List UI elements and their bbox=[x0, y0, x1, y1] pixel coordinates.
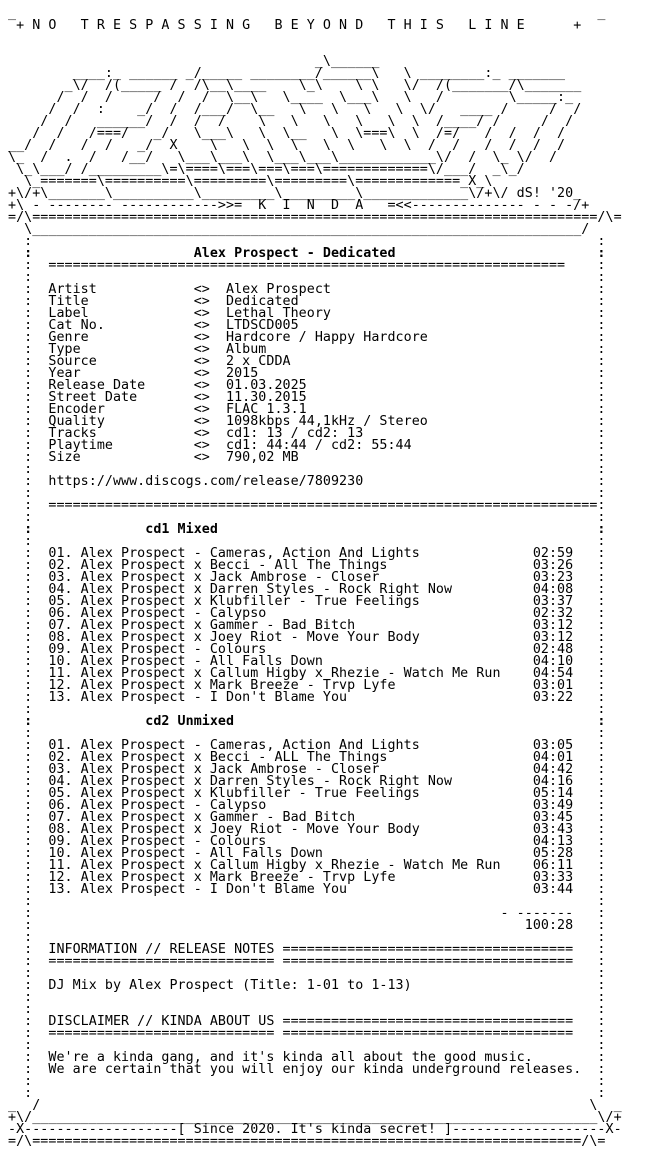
nfo-text-viewer bbox=[8, 8, 622, 1148]
nfo-line: : 09. Alex Prospect - Colours 02:48 : bbox=[8, 642, 606, 657]
nfo-line: _\/ /(_____ / /\__\____ \_\ \ \ \/ /(_______/\_______ bbox=[8, 78, 582, 93]
nfo-line: : Source <> 2 x CDDA : bbox=[8, 354, 606, 369]
nfo-line: : ====================================================================: bbox=[8, 498, 606, 513]
nfo-line: : Genre <> Hardcore / Happy Hardcore : bbox=[8, 330, 606, 345]
nfo-line: : Encoder <> FLAC 1.3.1 : bbox=[8, 402, 606, 417]
nfo-line: : Playtime <> cd1: 44:44 / cd2: 55:44 : bbox=[8, 438, 606, 453]
nfo-line[interactable]: : https://www.discogs.com/release/7809230 : bbox=[8, 474, 606, 489]
nfo-line: ____:_ ______ _/_____ ________/______\ \ ________:_ _______ bbox=[8, 66, 590, 81]
nfo-line: : : bbox=[8, 486, 606, 501]
nfo-line: _ _ bbox=[8, 6, 606, 21]
nfo-line: : ================================================================ : bbox=[8, 258, 606, 273]
nfo-line: __/ / / / _/ X \ \ \ \ \ \ \ \ / / / / / / bbox=[8, 138, 566, 153]
nfo-line: =/\======================================================================/\= bbox=[8, 210, 622, 225]
nfo-line: : 100:28 : bbox=[8, 918, 606, 933]
nfo-line: +\ - -------- ------------>>= K I N D A =<<-------------- - - -/+ bbox=[8, 198, 590, 213]
nfo-line: : Size <> 790,02 MB : bbox=[8, 450, 606, 465]
nfo-line: : 03. Alex Prospect x Jack Ambrose - Closer 03:23 : bbox=[8, 570, 606, 585]
nfo-line: : 08. Alex Prospect x Joey Riot - Move Your Body 03:12 : bbox=[8, 630, 606, 645]
nfo-line: _ / \ _ bbox=[8, 1098, 622, 1113]
nfo-line: +\/+\_______\__________\_________\_________\_____________\/+\/ dS! '20_ bbox=[8, 186, 582, 201]
nfo-line: : 12. Alex Prospect x Mark Breeze - Trvp Lyfe 03:33 : bbox=[8, 870, 606, 885]
nfo-line: : ============================ ==================================== : bbox=[8, 954, 606, 969]
nfo-line: : : bbox=[8, 726, 606, 741]
nfo-line: \____________________________________________________________________/ bbox=[8, 222, 590, 237]
nfo-line: : : bbox=[8, 894, 606, 909]
nfo-line: : : bbox=[8, 462, 606, 477]
nfo-line: : 01. Alex Prospect - Cameras, Action And Lights 02:59 : bbox=[8, 546, 606, 561]
nfo-line: : 07. Alex Prospect x Gammer - Bad Bitch 03:45 : bbox=[8, 810, 606, 825]
nfo-line: : : bbox=[8, 702, 606, 717]
nfo-line: : 06. Alex Prospect - Calypso 02:32 : bbox=[8, 606, 606, 621]
nfo-line: : : bbox=[8, 930, 606, 945]
nfo-line: : : bbox=[8, 234, 606, 249]
nfo-line: : : bbox=[8, 534, 606, 549]
nfo-line: : Year <> 2015 : bbox=[8, 366, 606, 381]
nfo-line: : Street Date <> 11.30.2015 : bbox=[8, 390, 606, 405]
nfo-line: : 11. Alex Prospect x Callum Higby x Rhezie - Watch Me Run 06:11 : bbox=[8, 858, 606, 873]
nfo-line: : Tracks <> cd1: 13 / cd2: 13 : bbox=[8, 426, 606, 441]
nfo-line: : Quality <> 1098kbps 44,1kHz / Stereo : bbox=[8, 414, 606, 429]
nfo-line: : Alex Prospect - Dedicated : bbox=[8, 246, 606, 261]
nfo-line: : Type <> Album : bbox=[8, 342, 606, 357]
nfo-line: : 08. Alex Prospect x Joey Riot - Move Your Body 03:43 : bbox=[8, 822, 606, 837]
nfo-line: : : bbox=[8, 966, 606, 981]
nfo-line: : 01. Alex Prospect - Cameras, Action And Lights 03:05 : bbox=[8, 738, 606, 753]
nfo-line: : - ------- : bbox=[8, 906, 606, 921]
nfo-line: : 02. Alex Prospect x Becci - ALL The Things 04:01 : bbox=[8, 750, 606, 765]
nfo-line: -X-------------------[ Since 2020. It's kinda secret! ]-------------------X- bbox=[8, 1122, 622, 1137]
nfo-line: : : bbox=[8, 270, 606, 285]
nfo-line: : : bbox=[8, 1038, 606, 1053]
nfo-line: : 09. Alex Prospect - Colours 04:13 : bbox=[8, 834, 606, 849]
nfo-line: : : bbox=[8, 990, 606, 1005]
nfo-line: + N O T R E S P A S S I N G B E Y O N D T H I S L I N E + bbox=[8, 18, 582, 33]
nfo-line: : 10. Alex Prospect - All Falls Down 04:10 : bbox=[8, 654, 606, 669]
nfo-line: : DJ Mix by Alex Prospect (Title: 1-01 to 1-13) : bbox=[8, 978, 606, 993]
nfo-line: : : bbox=[8, 1086, 606, 1101]
nfo-line: : : bbox=[8, 510, 606, 525]
nfo-line: : Title <> Dedicated : bbox=[8, 294, 606, 309]
nfo-line: +\/______________________________________________________________________\/+ bbox=[8, 1110, 622, 1125]
nfo-line: : cd2 Unmixed : bbox=[8, 714, 606, 729]
nfo-line: =/\====================================================================/\= bbox=[8, 1134, 606, 1149]
nfo-line: : 12. Alex Prospect x Mark Breeze - Trvp Lyfe 03:01 : bbox=[8, 678, 606, 693]
nfo-line: : : bbox=[8, 1002, 606, 1017]
nfo-line: : ============================ ==================================== : bbox=[8, 1026, 606, 1041]
nfo-line: : 06. Alex Prospect - Calypso 03:49 : bbox=[8, 798, 606, 813]
nfo-line: : 02. Alex Prospect x Becci - All The Things 03:26 : bbox=[8, 558, 606, 573]
nfo-line: : 05. Alex Prospect x Klubfiller - True Feelings 05:14 : bbox=[8, 786, 606, 801]
nfo-line: / / /===/ _/ \___\ \ \__ \ \===\ \ /=/ / / / / bbox=[8, 126, 566, 141]
nfo-line: : DISCLAIMER // KINDA ABOUT US ==================================== : bbox=[8, 1014, 606, 1029]
nfo-line: / / / / / / \__\ \____ \___\ \ / \_____:_ bbox=[8, 90, 574, 105]
nfo-line: : Release Date <> 01.03.2025 : bbox=[8, 378, 606, 393]
nfo-line: : Cat No. <> LTDSCD005 : bbox=[8, 318, 606, 333]
nfo-line: : 05. Alex Prospect x Klubfiller - True Feelings 03:37 : bbox=[8, 594, 606, 609]
nfo-line: : Label <> Lethal Theory : bbox=[8, 306, 606, 321]
nfo-line: _\______ bbox=[8, 54, 598, 69]
nfo-line: : 04. Alex Prospect x Darren Styles - Rock Right Now 04:16 : bbox=[8, 774, 606, 789]
nfo-line: / / : _/ / /___/ \__ \ \ \ \ \/ ____ / / / bbox=[8, 102, 582, 117]
nfo-line: : : bbox=[8, 1074, 606, 1089]
nfo-line: / / ______/ / / / \ \ \ \ \ \ /____/ / / / bbox=[8, 114, 574, 129]
nfo-line: \_\___/ /_________\=\====\===\===\===\=============\/___/ _\_/ bbox=[8, 162, 525, 177]
nfo-line: : 03. Alex Prospect x Jack Ambrose - Closer 04:42 : bbox=[8, 762, 606, 777]
nfo-line: : 13. Alex Prospect - I Don't Blame You 03:44 : bbox=[8, 882, 606, 897]
nfo-line: : 13. Alex Prospect - I Don't Blame You 03:22 : bbox=[8, 690, 606, 705]
nfo-line: \_=======\==========\=========\=========\=============_X_\ bbox=[8, 174, 493, 189]
nfo-line: : cd1 Mixed : bbox=[8, 522, 606, 537]
nfo-line: : 04. Alex Prospect x Darren Styles - Rock Right Now 04:08 : bbox=[8, 582, 606, 597]
nfo-line: : Artist <> Alex Prospect : bbox=[8, 282, 606, 297]
nfo-line: : 10. Alex Prospect - All Falls Down 05:28 : bbox=[8, 846, 606, 861]
nfo-line: : We're a kinda gang, and it's kinda all about the good music. : bbox=[8, 1050, 606, 1065]
nfo-line: \_ / . / /__/ \___\___\ \___\___\____________\/ / \_ \/ / bbox=[8, 150, 558, 165]
nfo-line: : 11. Alex Prospect x Callum Higby x Rhezie - Watch Me Run 04:54 : bbox=[8, 666, 606, 681]
nfo-line: : INFORMATION // RELEASE NOTES ==================================== : bbox=[8, 942, 606, 957]
nfo-line: : We are certain that you will enjoy our kinda underground releases. : bbox=[8, 1062, 606, 1077]
nfo-line: : 07. Alex Prospect x Gammer - Bad Bitch 03:12 : bbox=[8, 618, 606, 633]
